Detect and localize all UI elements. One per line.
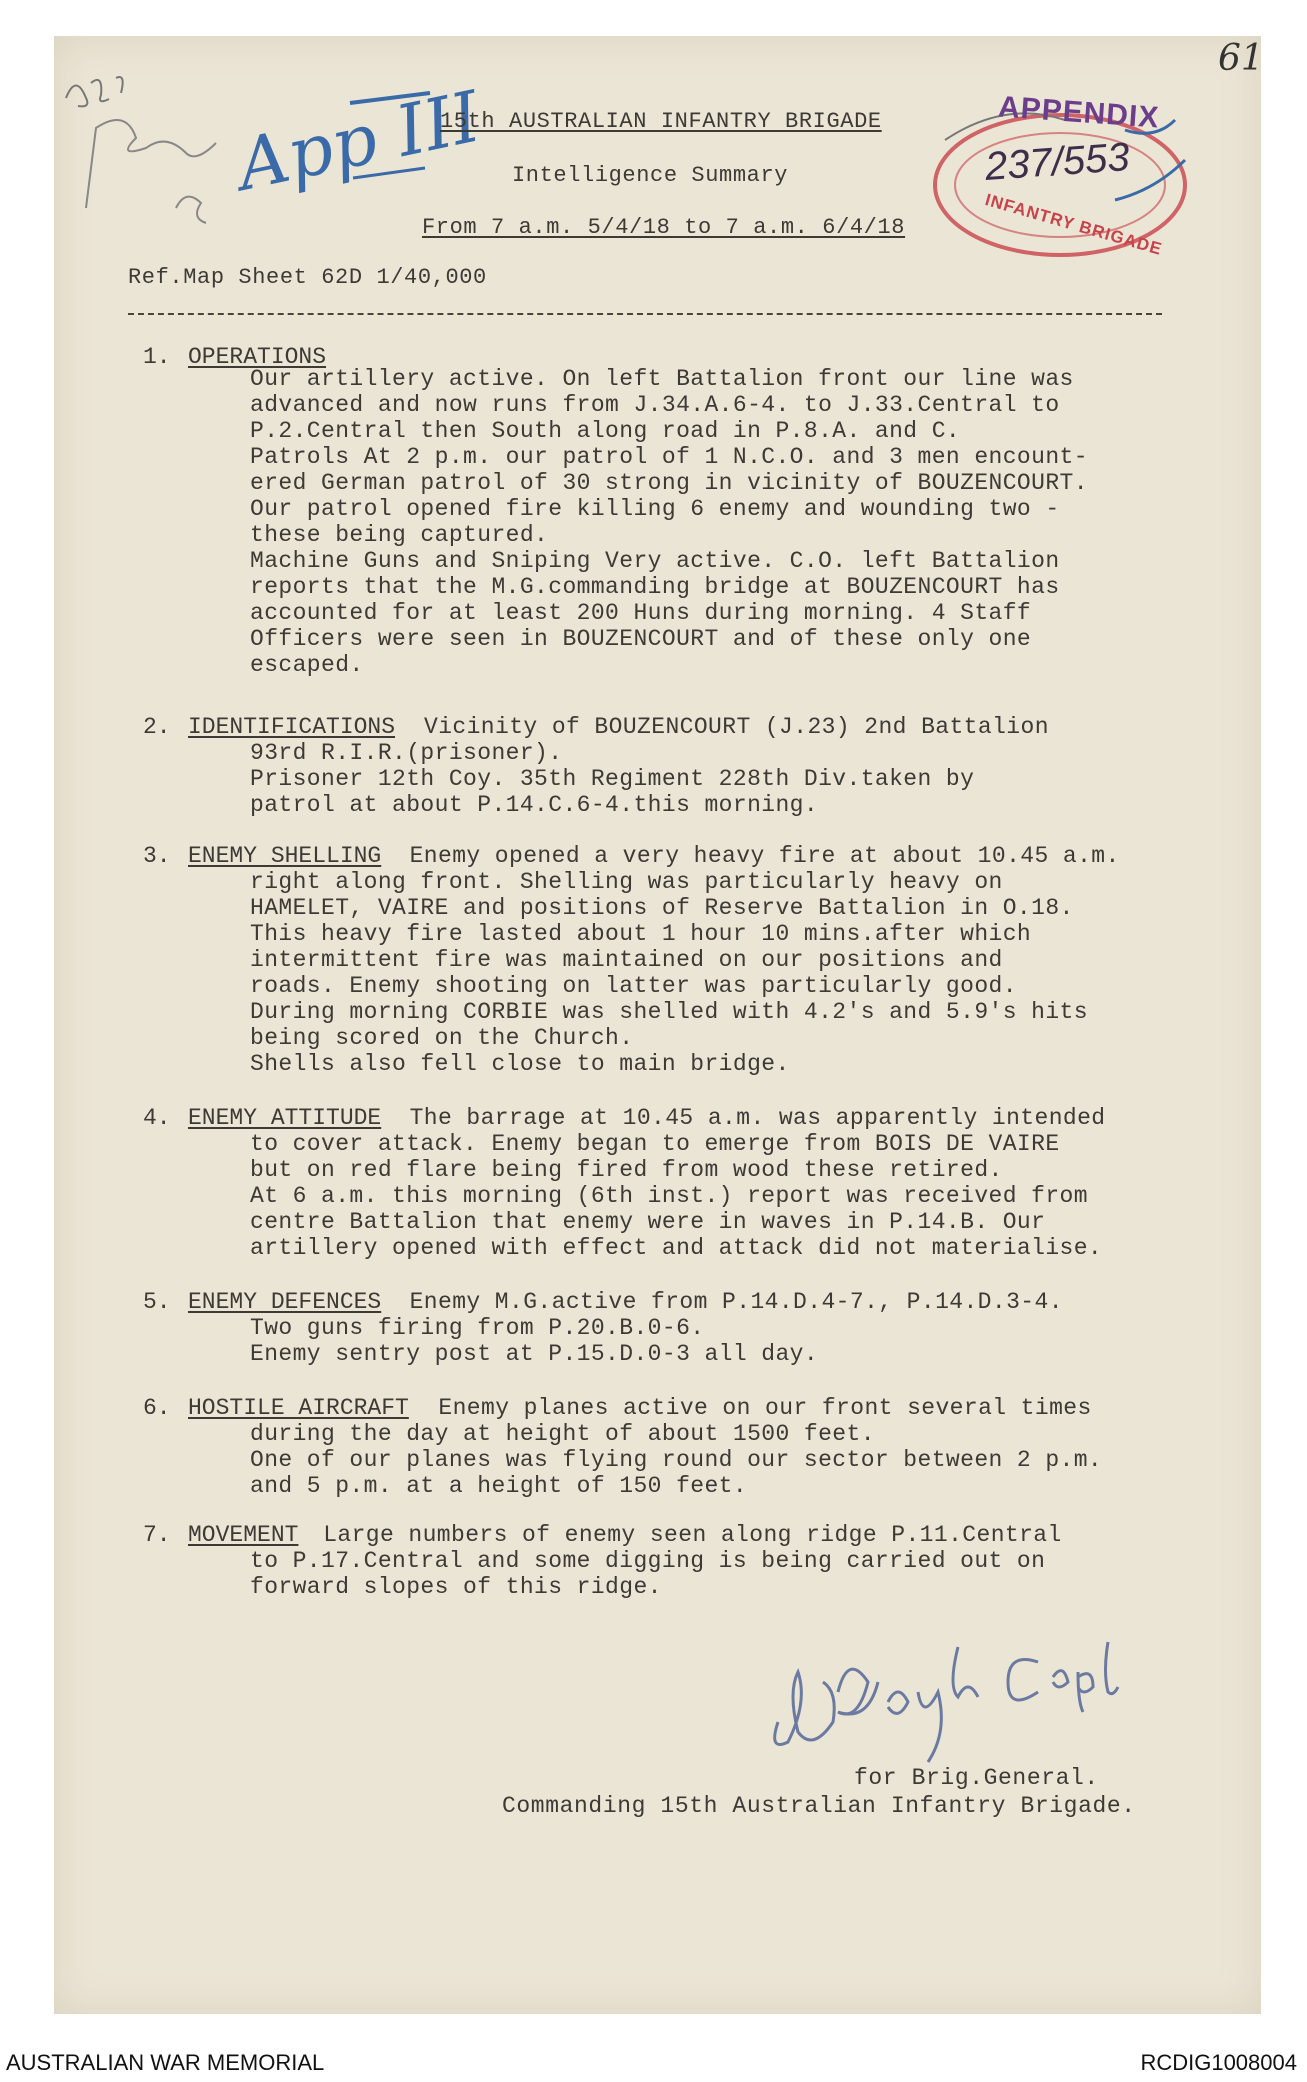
section-text-line: Shells also fell close to main bridge. xyxy=(250,1051,790,1077)
section-heading: OPERATIONS xyxy=(188,344,327,370)
section-text-line: artillery opened with effect and attack did not materialise. xyxy=(250,1235,1103,1261)
section-text-line: HAMELET, VAIRE and positions of Reserve Battalion in O.18. xyxy=(250,895,1074,921)
stamp-ring-text: INFANTRY BRIGADE xyxy=(983,190,1165,259)
section-text-line: Vicinity of BOUZENCOURT (J.23) 2nd Battalion xyxy=(424,714,1049,740)
section-text-line: during the day at height of about 1500 feet. xyxy=(250,1421,875,1447)
section-text-line: accounted for at least 200 Huns during morning. 4 Staff xyxy=(250,600,1032,626)
section-text-line: and 5 p.m. at a height of 150 feet. xyxy=(250,1473,748,1499)
app-underline-mark xyxy=(345,88,435,188)
section-text-line: Large numbers of enemy seen along ridge P.11.Central xyxy=(323,1522,1062,1548)
section-text-line: Officers were seen in BOUZENCOURT and of these only one xyxy=(250,626,1032,652)
section-text-line: to cover attack. Enemy began to emerge from BOIS DE VAIRE xyxy=(250,1131,1060,1157)
section-text-line: One of our planes was flying round our sector between 2 p.m. xyxy=(250,1447,1103,1473)
app-annotation: App III xyxy=(230,75,488,207)
section-text-line: right along front. Shelling was particularly heavy on xyxy=(250,869,1003,895)
section-text-line: reports that the M.G.commanding bridge at BOUZENCOURT has xyxy=(250,574,1060,600)
unit-heading: 15th AUSTRALIAN INFANTRY BRIGADE xyxy=(440,109,882,134)
section-text-line: Enemy opened a very heavy fire at about 10.45 a.m. xyxy=(409,843,1120,869)
section-text-line: but on red flare being fired from wood these retired. xyxy=(250,1157,1003,1183)
section-text-line: forward slopes of this ridge. xyxy=(250,1574,662,1600)
section-text-line: Our patrol opened fire killing 6 enemy and wounding two - xyxy=(250,496,1060,522)
section-number: 5. xyxy=(143,1289,171,1315)
section-heading: ENEMY DEFENCES xyxy=(188,1289,382,1315)
section-text-line: During morning CORBIE was shelled with 4.2's and 5.9's hits xyxy=(250,999,1088,1025)
page-number: 61 xyxy=(1218,38,1264,79)
section-number: 1. xyxy=(143,344,171,370)
section-text-line: P.2.Central then South along road in P.8.A. and C. xyxy=(250,418,961,444)
footer-archive-name: AUSTRALIAN WAR MEMORIAL xyxy=(6,2050,325,2075)
section-heading: ENEMY ATTITUDE xyxy=(188,1105,382,1131)
section-text-line: centre Battalion that enemy were in waves in P.14.B. Our xyxy=(250,1209,1046,1235)
section-text-line: Prisoner 12th Coy. 35th Regiment 228th Div.taken by xyxy=(250,766,975,792)
section-text-line: This heavy fire lasted about 1 hour 10 mins.after which xyxy=(250,921,1032,947)
section-text-line: Enemy planes active on our front several times xyxy=(438,1395,1092,1421)
signoff-for: for Brig.General. xyxy=(854,1765,1099,1791)
section-heading: MOVEMENT xyxy=(188,1522,299,1548)
ref-map: Ref.Map Sheet 62D 1/40,000 xyxy=(128,265,487,290)
section-text-line: ered German patrol of 30 strong in vicinity of BOUZENCOURT. xyxy=(250,470,1088,496)
section-text-line: Enemy M.G.active from P.14.D.4-7., P.14.D.3-4. xyxy=(409,1289,1063,1315)
signature xyxy=(758,1632,1138,1772)
section-text-line: Machine Guns and Sniping Very active. C.O. left Battalion xyxy=(250,548,1060,574)
section-heading: HOSTILE AIRCRAFT xyxy=(188,1395,409,1421)
section-text-line: The barrage at 10.45 a.m. was apparently intended xyxy=(409,1105,1106,1131)
section-number: 3. xyxy=(143,843,171,869)
section-heading: ENEMY SHELLING xyxy=(188,843,382,869)
document-title: Intelligence Summary xyxy=(512,163,789,188)
signoff-commanding: Commanding 15th Australian Infantry Brigade. xyxy=(502,1793,1136,1819)
section-number: 6. xyxy=(143,1395,171,1421)
pencil-annotation xyxy=(56,58,256,228)
appendix-stamp-label: APPENDIX xyxy=(997,90,1161,135)
section-number: 4. xyxy=(143,1105,171,1131)
footer-record-id: RCDIG1008004 xyxy=(1140,2050,1297,2075)
section-heading: IDENTIFICATIONS xyxy=(188,714,396,740)
section-text-line: patrol at about P.14.C.6-4.this morning. xyxy=(250,792,819,818)
stamp-number: 237/553 xyxy=(983,135,1131,189)
section-text-line: Our artillery active. On left Battalion front our line was xyxy=(250,366,1074,392)
section-text-line: advanced and now runs from J.34.A.6-4. to J.33.Central to xyxy=(250,392,1060,418)
section-number: 7. xyxy=(143,1522,171,1548)
section-text-line: escaped. xyxy=(250,652,364,678)
section-text-line: to P.17.Central and some digging is being carried out on xyxy=(250,1548,1046,1574)
section-text-line: Two guns firing from P.20.B.0-6. xyxy=(250,1315,705,1341)
section-text-line: Enemy sentry post at P.15.D.0-3 all day. xyxy=(250,1341,819,1367)
section-text-line: being scored on the Church. xyxy=(250,1025,634,1051)
section-text-line: roads. Enemy shooting on latter was particularly good. xyxy=(250,973,1017,999)
section-text-line: At 6 a.m. this morning (6th inst.) report was received from xyxy=(250,1183,1088,1209)
section-text-line: intermittent fire was maintained on our positions and xyxy=(250,947,1003,973)
section-text-line: these being captured. xyxy=(250,522,549,548)
divider xyxy=(128,313,1162,315)
section-number: 2. xyxy=(143,714,171,740)
section-text-line: Patrols At 2 p.m. our patrol of 1 N.C.O. and 3 men encount- xyxy=(250,444,1088,470)
section-text-line: 93rd R.I.R.(prisoner). xyxy=(250,740,563,766)
period-heading: From 7 a.m. 5/4/18 to 7 a.m. 6/4/18 xyxy=(422,215,906,240)
